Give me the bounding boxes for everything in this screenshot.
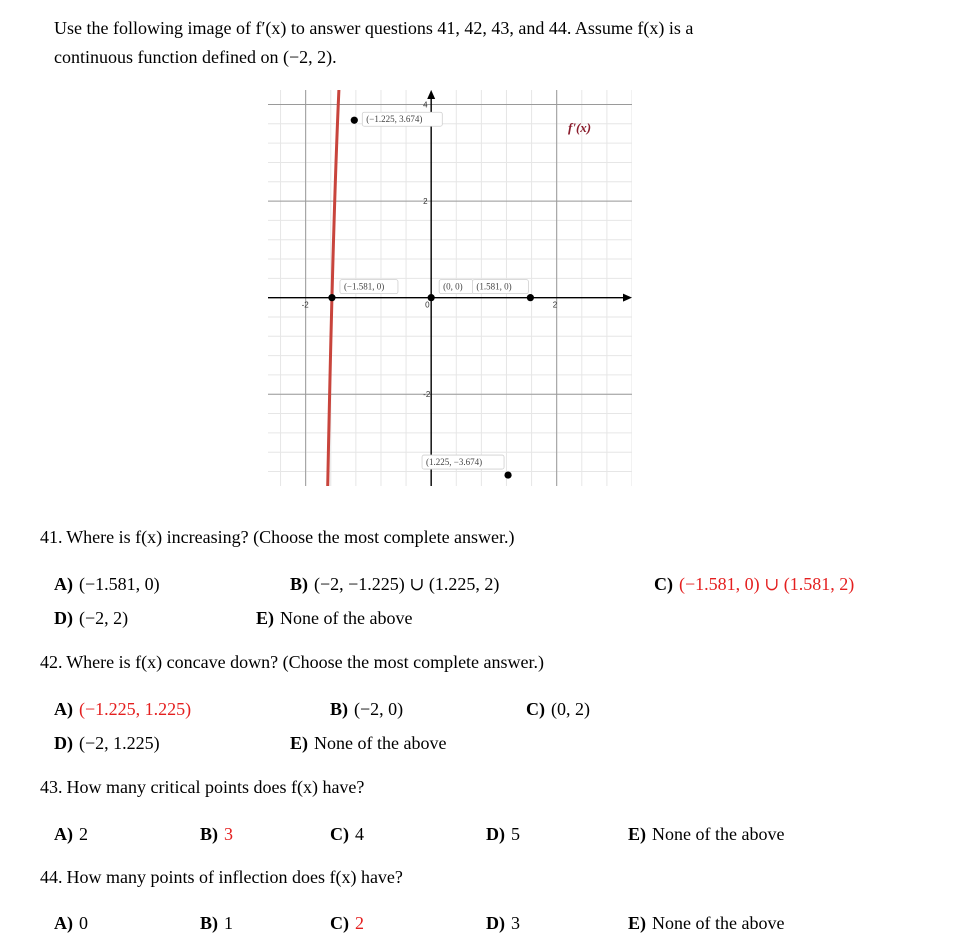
q43-option-b-text: 3 [224, 824, 233, 844]
question-43 [40, 777, 364, 798]
y-tick-label: 4 [423, 100, 428, 110]
q41-option-b-text: (−2, −1.225) ∪ (1.225, 2) [314, 574, 500, 594]
q44-option-c-letter: C) [330, 913, 349, 933]
q41-option-a-text: (−1.581, 0) [79, 574, 160, 594]
q42-option-a[interactable] [54, 699, 191, 720]
question-42-text: Where is f(x) concave down? (Choose the most complete answer.) [66, 652, 545, 672]
point-labels [340, 112, 528, 469]
q44-option-d-text: 3 [511, 913, 520, 933]
q43-option-b-letter: B) [200, 824, 218, 844]
q43-option-d[interactable] [486, 824, 520, 845]
question-43-number: 43. [40, 777, 63, 797]
q44-option-a-text: 0 [79, 913, 88, 933]
q42-option-b-letter: B) [330, 699, 348, 719]
point-label-text: (1.225, −3.674) [426, 457, 483, 468]
q41-option-c-text: (−1.581, 0) ∪ (1.581, 2) [679, 574, 855, 594]
q44-option-a[interactable] [54, 913, 88, 934]
question-44-text: How many points of inflection does f(x) have? [66, 867, 403, 887]
x-tick-label: 0 [425, 300, 430, 310]
derivative-chart-svg [268, 90, 632, 486]
q43-option-e-text: None of the above [652, 824, 785, 844]
intro-line-1: Use the following image of f′(x) to answer questions 41, 42, 43, and 44. Assume f(x) is a [54, 18, 694, 38]
q41-option-e-letter: E) [256, 608, 274, 628]
x-axis-arrow [623, 294, 632, 302]
q42-option-c[interactable] [526, 699, 590, 720]
q42-option-d[interactable] [54, 733, 160, 754]
question-42-number: 42. [40, 652, 63, 672]
q44-option-d[interactable] [486, 913, 520, 934]
q43-option-c[interactable] [330, 824, 364, 845]
q41-option-b[interactable] [290, 574, 499, 595]
question-44 [40, 867, 403, 888]
y-tick-label: 2 [423, 197, 428, 207]
critical-point-dot [351, 117, 358, 124]
q42-option-a-text: (−1.225, 1.225) [79, 699, 192, 719]
point-label-text: (0, 0) [443, 281, 463, 292]
q42-option-b-text: (−2, 0) [354, 699, 404, 719]
q41-option-c[interactable] [654, 574, 854, 595]
intro-line-2: continuous function defined on (−2, 2). [54, 47, 337, 67]
q43-option-d-text: 5 [511, 824, 520, 844]
q43-option-b[interactable] [200, 824, 233, 845]
derivative-graph [268, 90, 632, 486]
q42-option-d-letter: D) [54, 733, 73, 753]
q41-option-a-letter: A) [54, 574, 73, 594]
y-tick-label: -2 [423, 390, 431, 400]
intro-paragraph [54, 14, 924, 72]
q44-option-e-letter: E) [628, 913, 646, 933]
point-label-text: (−1.581, 0) [343, 281, 385, 292]
x-tick-label: -2 [301, 300, 309, 310]
q42-option-e-text: None of the above [314, 733, 447, 753]
q44-option-d-letter: D) [486, 913, 505, 933]
q41-option-d-letter: D) [54, 608, 73, 628]
q41-option-d[interactable] [54, 608, 128, 629]
q41-option-c-letter: C) [654, 574, 673, 594]
q43-option-a-text: 2 [79, 824, 88, 844]
series-label: f'(x) [568, 120, 592, 135]
q43-option-d-letter: D) [486, 824, 505, 844]
q42-option-e[interactable] [290, 733, 446, 754]
q43-option-a-letter: A) [54, 824, 73, 844]
q43-option-e-letter: E) [628, 824, 646, 844]
question-42 [40, 652, 544, 673]
q41-option-e-text: None of the above [280, 608, 413, 628]
q42-option-c-letter: C) [526, 699, 545, 719]
y-axis-arrow [427, 90, 435, 99]
q44-option-e[interactable] [628, 913, 784, 934]
q44-option-c[interactable] [330, 913, 364, 934]
q44-option-c-text: 2 [355, 913, 364, 933]
point-label-text: (1.581, 0) [476, 281, 512, 292]
q44-option-e-text: None of the above [652, 913, 785, 933]
q43-option-c-text: 4 [355, 824, 364, 844]
question-41-text: Where is f(x) increasing? (Choose the most complete answer.) [66, 527, 515, 547]
q44-option-b-text: 1 [224, 913, 233, 933]
critical-point-dot [527, 294, 534, 301]
q42-option-c-text: (0, 2) [551, 699, 590, 719]
tick-labels [302, 100, 558, 399]
q41-option-e[interactable] [256, 608, 412, 629]
point-label-text: (−1.225, 3.674) [366, 114, 423, 125]
q44-option-b-letter: B) [200, 913, 218, 933]
q42-option-e-letter: E) [290, 733, 308, 753]
q44-option-b[interactable] [200, 913, 233, 934]
x-tick-label: 2 [552, 300, 558, 310]
q41-option-d-text: (−2, 2) [79, 608, 129, 628]
q41-option-a[interactable] [54, 574, 160, 595]
question-43-text: How many critical points does f(x) have? [66, 777, 365, 797]
critical-point-dot [428, 294, 435, 301]
q41-option-b-letter: B) [290, 574, 308, 594]
question-41 [40, 527, 515, 548]
q42-option-a-letter: A) [54, 699, 73, 719]
q44-option-a-letter: A) [54, 913, 73, 933]
critical-point-dot [504, 471, 511, 478]
q43-option-a[interactable] [54, 824, 88, 845]
question-41-number: 41. [40, 527, 63, 547]
q43-option-c-letter: C) [330, 824, 349, 844]
q43-option-e[interactable] [628, 824, 784, 845]
q42-option-d-text: (−2, 1.225) [79, 733, 160, 753]
q42-option-b[interactable] [330, 699, 403, 720]
question-44-number: 44. [40, 867, 63, 887]
critical-point-dot [328, 294, 335, 301]
derivative-curve [328, 90, 340, 486]
